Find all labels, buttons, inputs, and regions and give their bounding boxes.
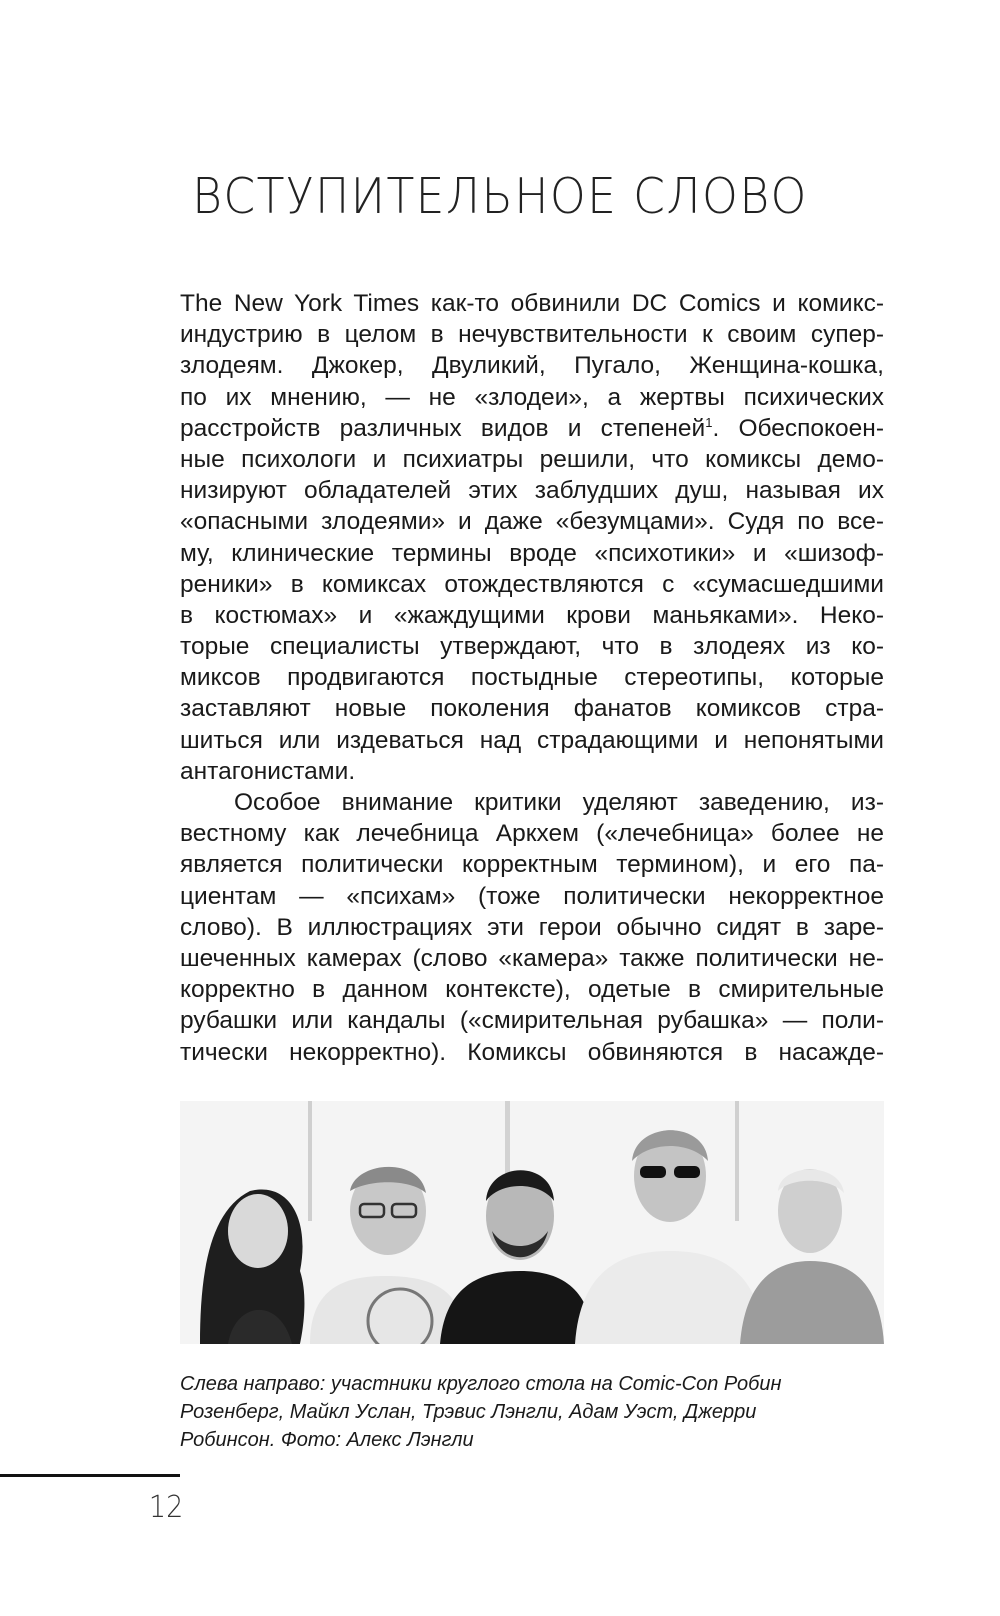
group-photo	[180, 1101, 884, 1344]
text-line: индустрию в целом в нечувствительности к своим супер-	[180, 321, 884, 349]
text-line: реники» в комиксах отождествляются с «сумасшедшими	[180, 570, 884, 598]
text-line: корректно в данном контексте), одетые в смирительные	[180, 976, 884, 1004]
text-line: The New York Times как-то обвинили DC Comics и комикс-	[180, 290, 884, 317]
chapter-title: ВСТУПИТЕЛЬНОЕ СЛОВО	[192, 168, 808, 225]
text-line: в костюмах» и «жаждущими крови маньяками». Неко-	[180, 601, 884, 629]
photo-caption	[180, 1370, 884, 1454]
text-line: миксов продвигаются постыдные стереотипы, которые	[180, 664, 884, 692]
page-number: 12	[148, 1490, 184, 1525]
caption-line: Робинсон. Фото: Алекс Лэнгли	[180, 1429, 474, 1451]
photo-illustration	[180, 1101, 884, 1344]
caption-line: Слева направо: участники круглого стола на Comic-Con Робин	[180, 1373, 782, 1395]
text-line: Особое внимание критики уделяют заведению, из-	[234, 789, 884, 816]
text-line	[180, 413, 884, 444]
text-line: слово). В иллюстрациях эти герои обычно сидят в заре-	[180, 913, 884, 941]
text-line: рубашки или кандалы («смирительная рубашка» — поли-	[180, 1007, 884, 1035]
text-line: тически некорректно). Комиксы обвиняются в насажде-	[180, 1038, 884, 1066]
text-segment: . Обеспокоен-	[712, 414, 884, 442]
text-line: шиться или издеваться над страдающими и непонятыми	[180, 726, 884, 754]
text-line: му, клинические термины вроде «психотики» и «шизоф-	[180, 539, 884, 567]
text-line: является политически корректным термином), и его па-	[180, 851, 884, 879]
text-line: циентам — «психам» (тоже политически некорректное	[180, 882, 884, 910]
text-line: шеченных камерах (слово «камера» также политически не-	[180, 944, 884, 972]
text-line: «опасными злодеями» и даже «безумцами». Судя по все-	[180, 508, 884, 536]
caption-line: Розенберг, Майкл Услан, Трэвис Лэнгли, Адам Уэст, Джерри	[180, 1401, 757, 1423]
text-line: торые специалисты утверждают, что в злодеях из ко-	[180, 633, 884, 661]
text-segment: расстройств различных видов и степеней	[180, 414, 706, 442]
text-line: антагонистами.	[180, 757, 356, 785]
text-line: низируют обладателей этих заблудших душ, называя их	[180, 477, 884, 505]
text-line: злодеям. Джокер, Двуликий, Пугало, Женщина-кошка,	[180, 352, 884, 380]
text-line: заставляют новые поколения фанатов комиксов стра-	[180, 695, 884, 723]
footnote-marker[interactable]: 1	[705, 414, 713, 430]
text-line: по их мнению, — не «злодеи», а жертвы психических	[180, 383, 884, 411]
footer-rule	[0, 1474, 180, 1477]
body-text	[180, 288, 884, 1068]
text-line: ные психологи и психиатры решили, что комиксы демо-	[180, 445, 884, 473]
text-line: вестному как лечебница Аркхем («лечебница» более не	[180, 820, 884, 848]
